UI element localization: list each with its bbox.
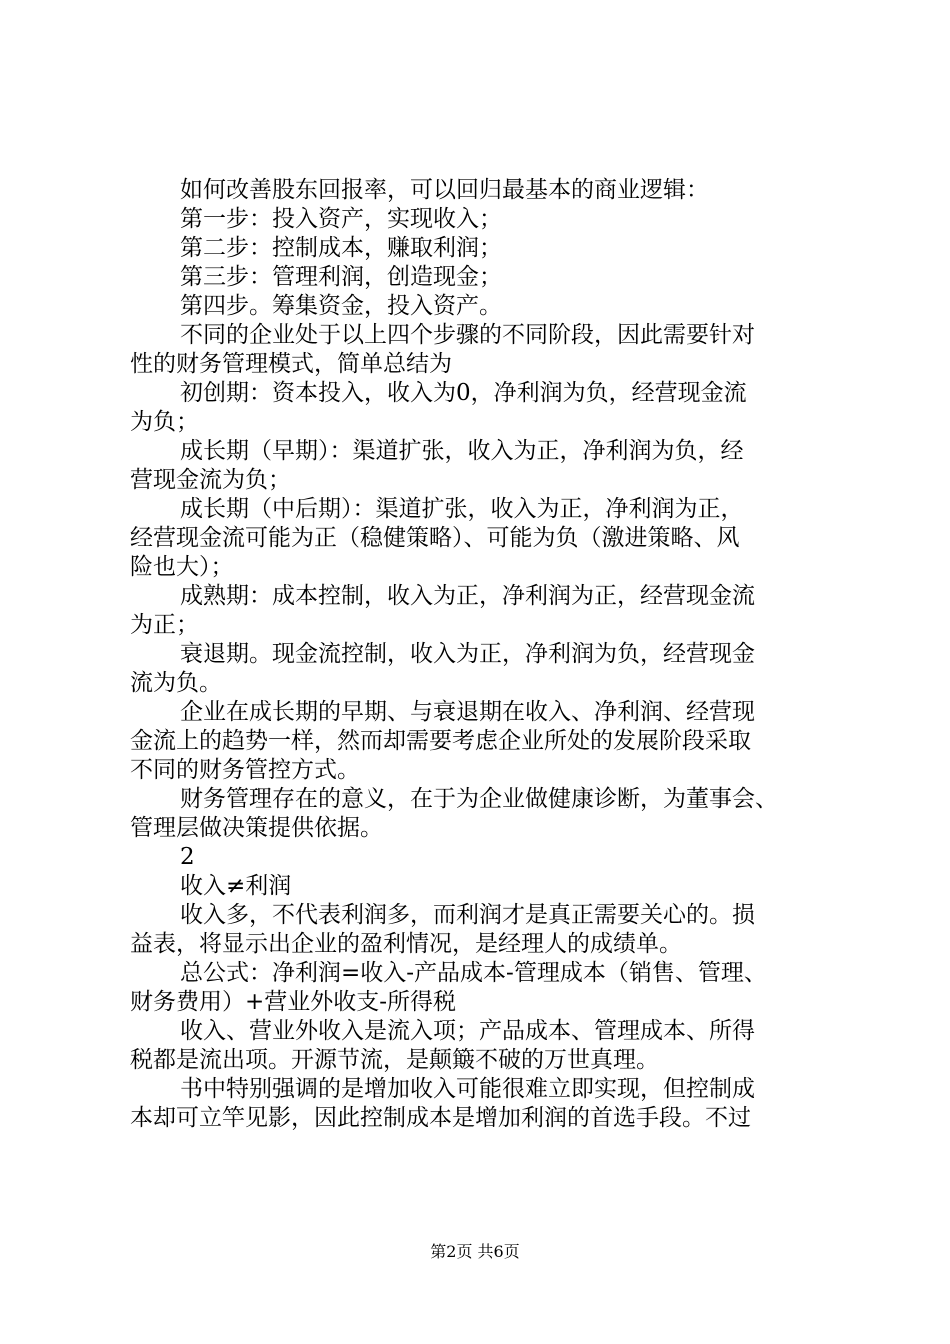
text-line: 第二步：控制成本，赚取利润；: [180, 235, 502, 261]
text-line: 税都是流出项。开源节流，是颠簸不破的万世真理。: [130, 1047, 659, 1073]
section-heading: 收入≠利润: [180, 873, 292, 899]
text-line: 金流上的趋势一样，然而却需要考虑企业所处的发展阶段采取: [130, 728, 751, 754]
text-line: 如何改善股东回报率，可以回归最基本的商业逻辑：: [180, 177, 709, 203]
document-body: [130, 176, 830, 1133]
text-line: 衰退期。现金流控制，收入为正，净利润为负，经营现金: [180, 641, 755, 667]
text-line: 险也大）；: [130, 554, 234, 580]
text-line: 财务费用）+营业外收支-所得税: [130, 989, 457, 1015]
text-line: 益表，将显示出企业的盈利情况，是经理人的成绩单。: [130, 931, 682, 957]
text-line: 企业在成长期的早期、与衰退期在收入、净利润、经营现: [180, 699, 755, 725]
text-line: 不同的财务管控方式。: [130, 757, 360, 783]
text-line: 财务管理存在的意义，在于为企业做健康诊断，为董事会、: [180, 786, 778, 812]
text-line: 第三步：管理利润，创造现金；: [180, 264, 502, 290]
text-line: 初创期：资本投入，收入为0，净利润为负，经营现金流: [180, 380, 747, 406]
text-line: 为负；: [130, 409, 199, 435]
text-line: 成长期（早期）：渠道扩张，收入为正，净利润为负，经: [180, 438, 744, 464]
text-line: 成长期（中后期）：渠道扩张，收入为正，净利润为正，: [180, 496, 744, 522]
page-number-label: 第2页 共6页: [430, 1242, 520, 1261]
text-line: 营现金流为负；: [130, 467, 291, 493]
text-line: 不同的企业处于以上四个步骤的不同阶段，因此需要针对: [180, 322, 755, 348]
text-line: 性的财务管理模式，简单总结为: [130, 351, 452, 377]
section-number: 2: [180, 844, 195, 870]
page-footer: [0, 1242, 950, 1262]
text-line: 收入多，不代表利润多，而利润才是真正需要关心的。损: [180, 902, 755, 928]
text-line: 管理层做决策提供依据。: [130, 815, 383, 841]
text-line: 流为负。: [130, 670, 222, 696]
text-line: 第一步：投入资产，实现收入；: [180, 206, 502, 232]
text-line: 为正；: [130, 612, 199, 638]
text-line: 第四步。筹集资金，投入资产。: [180, 293, 502, 319]
text-line: 经营现金流可能为正（稳健策略）、可能为负（激进策略、风: [130, 525, 740, 551]
text-line: 书中特别强调的是增加收入可能很难立即实现，但控制成: [180, 1076, 755, 1102]
text-line: 成熟期：成本控制，收入为正，净利润为正，经营现金流: [180, 583, 755, 609]
text-line: 总公式：净利润=收入-产品成本-管理成本（销售、管理、: [180, 960, 767, 986]
text-line: 收入、营业外收入是流入项；产品成本、管理成本、所得: [180, 1018, 755, 1044]
text-line: 本却可立竿见影，因此控制成本是增加利润的首选手段。不过: [130, 1105, 751, 1131]
